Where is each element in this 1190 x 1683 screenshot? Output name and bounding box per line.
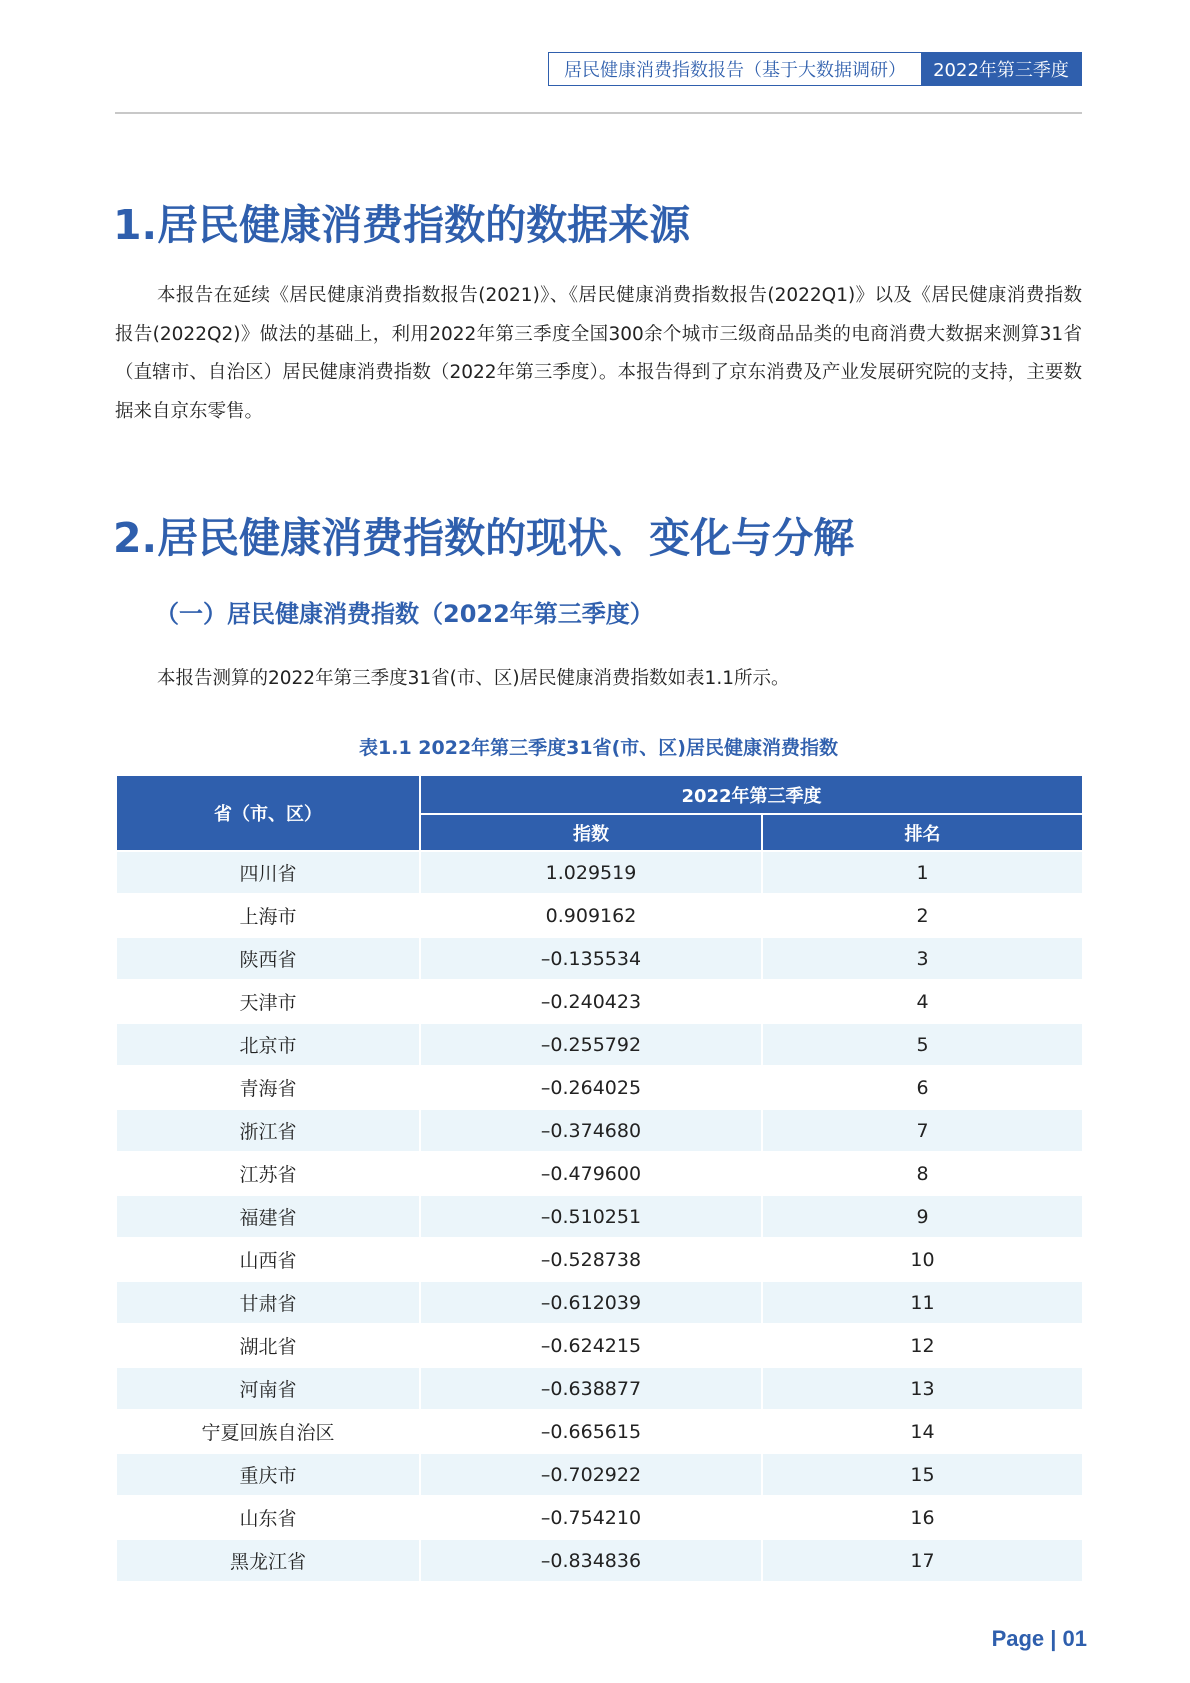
cell-region: 陕西省 [116,937,420,980]
cell-index: –0.638877 [420,1367,762,1410]
header-period: 2022年第三季度 [921,53,1081,85]
cell-index: –0.624215 [420,1324,762,1367]
header-divider [115,112,1082,114]
section1-heading: 1.居民健康消费指数的数据来源 [113,201,691,249]
cell-region: 北京市 [116,1023,420,1066]
cell-region: 上海市 [116,894,420,937]
table-body [116,851,1083,1582]
cell-region: 宁夏回族自治区 [116,1410,420,1453]
cell-index: –0.479600 [420,1152,762,1195]
cell-region: 河南省 [116,1367,420,1410]
table-row [116,1496,1083,1539]
cell-index: –0.510251 [420,1195,762,1238]
cell-rank: 12 [762,1324,1083,1367]
cell-index: –0.665615 [420,1410,762,1453]
cell-region: 黑龙江省 [116,1539,420,1582]
table-row [116,1539,1083,1582]
cell-region: 浙江省 [116,1109,420,1152]
table-row [116,851,1083,894]
cell-region: 天津市 [116,980,420,1023]
cell-rank: 15 [762,1453,1083,1496]
table-row [116,1238,1083,1281]
cell-index: 1.029519 [420,851,762,894]
table-row [116,1324,1083,1367]
cell-rank: 5 [762,1023,1083,1066]
cell-region: 山东省 [116,1496,420,1539]
cell-region: 山西省 [116,1238,420,1281]
section1-paragraph: 本报告在延续《居民健康消费指数报告(2021)》、《居民健康消费指数报告(2022Q1)》以及《居民健康消费指数报告(2022Q2)》做法的基础上，利用2022年第三季度全国300余个城市三级商品品类的电商消费大数据来测算31省（直辖市、自治区）居民健康消费指数（2022年第三季度）。本报告得到了京东消费及产业发展研究院的支持，主要数据来自京东零售。 [115,285,1082,422]
cell-region: 重庆市 [116,1453,420,1496]
cell-rank: 3 [762,937,1083,980]
cell-rank: 14 [762,1410,1083,1453]
section2-lead: 本报告测算的2022年第三季度31省(市、区)居民健康消费指数如表1.1所示。 [157,668,790,689]
table-row [116,1195,1083,1238]
cell-region: 福建省 [116,1195,420,1238]
cell-index: –0.264025 [420,1066,762,1109]
cell-index: –0.754210 [420,1496,762,1539]
cell-index: 0.909162 [420,894,762,937]
header-report-title: 居民健康消费指数报告（基于大数据调研） [549,53,921,85]
running-header [548,52,1082,86]
cell-region: 江苏省 [116,1152,420,1195]
cell-index: –0.702922 [420,1453,762,1496]
col-header-period: 2022年第三季度 [420,775,1083,814]
cell-index: –0.240423 [420,980,762,1023]
cell-rank: 8 [762,1152,1083,1195]
cell-rank: 1 [762,851,1083,894]
table-row [116,1281,1083,1324]
section2-subheading: （一）居民健康消费指数（2022年第三季度） [155,600,654,628]
cell-rank: 9 [762,1195,1083,1238]
table-row [116,1066,1083,1109]
table-row [116,937,1083,980]
table-row [116,980,1083,1023]
col-header-rank: 排名 [762,814,1083,851]
cell-rank: 13 [762,1367,1083,1410]
cell-region: 青海省 [116,1066,420,1109]
col-header-index: 指数 [420,814,762,851]
section2-heading: 2.居民健康消费指数的现状、变化与分解 [113,514,855,562]
cell-region: 四川省 [116,851,420,894]
cell-rank: 16 [762,1496,1083,1539]
cell-rank: 2 [762,894,1083,937]
cell-index: –0.834836 [420,1539,762,1582]
cell-rank: 4 [762,980,1083,1023]
table-row [116,1367,1083,1410]
cell-index: –0.255792 [420,1023,762,1066]
index-table [115,774,1084,1583]
table-row [116,1109,1083,1152]
cell-rank: 7 [762,1109,1083,1152]
table-caption: 表1.1 2022年第三季度31省(市、区)居民健康消费指数 [359,737,838,759]
table-row [116,1453,1083,1496]
cell-rank: 10 [762,1238,1083,1281]
page-number: Page | 01 [991,1626,1087,1651]
cell-index: –0.374680 [420,1109,762,1152]
cell-rank: 11 [762,1281,1083,1324]
cell-index: –0.135534 [420,937,762,980]
table-row [116,1023,1083,1066]
cell-region: 甘肃省 [116,1281,420,1324]
table-row [116,1410,1083,1453]
col-header-region: 省（市、区） [116,775,420,851]
cell-index: –0.612039 [420,1281,762,1324]
table-row [116,1152,1083,1195]
cell-rank: 17 [762,1539,1083,1582]
cell-index: –0.528738 [420,1238,762,1281]
cell-rank: 6 [762,1066,1083,1109]
table-row [116,894,1083,937]
cell-region: 湖北省 [116,1324,420,1367]
